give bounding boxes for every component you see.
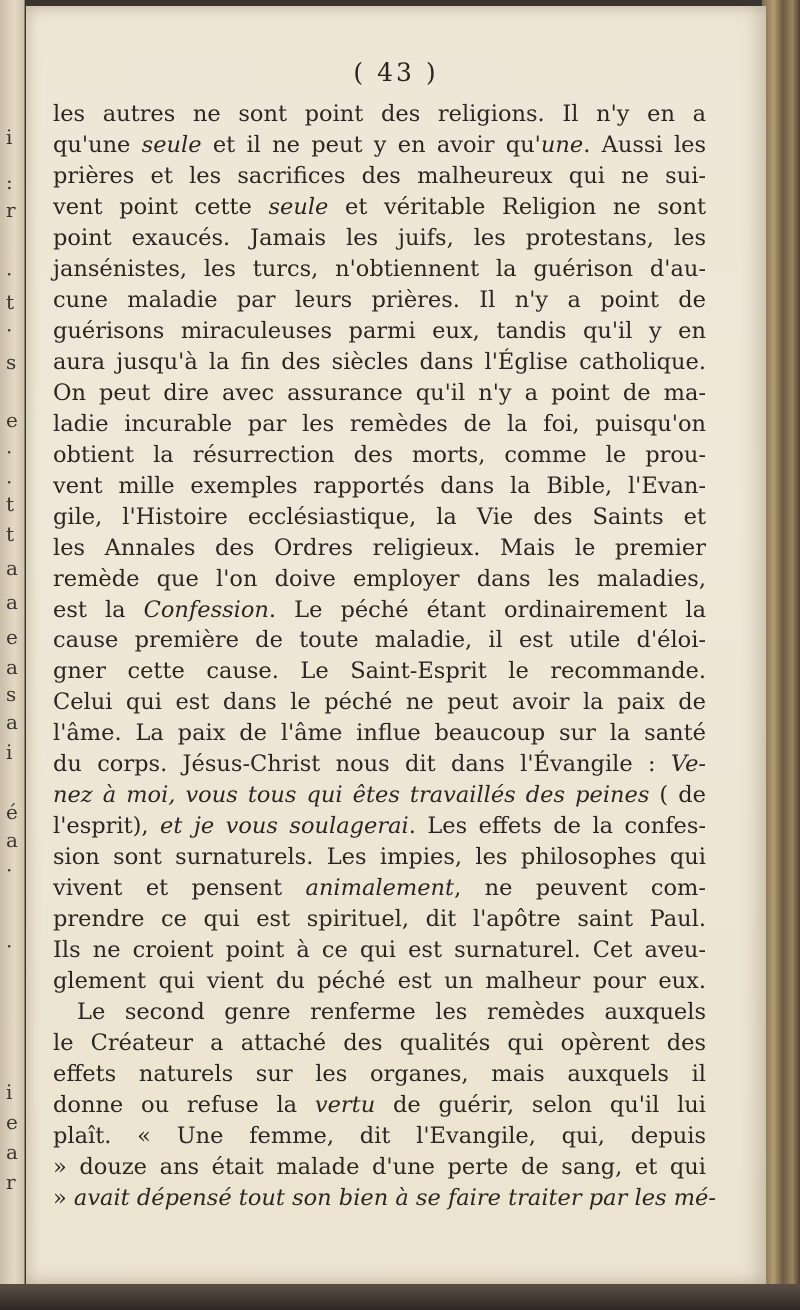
text-line bbox=[53, 625, 706, 656]
text-line bbox=[53, 1028, 706, 1059]
text-line bbox=[53, 1183, 716, 1214]
text-segment: de guérir, selon qu'il lui bbox=[375, 1092, 706, 1118]
scan-bottom-edge bbox=[0, 1284, 800, 1310]
text-segment: » bbox=[53, 1184, 74, 1211]
text-line bbox=[53, 254, 706, 285]
text-segment: du corps. Jésus-Christ nous dit dans l'Évangile : bbox=[53, 751, 671, 778]
text-line bbox=[53, 130, 706, 161]
text-line bbox=[53, 1090, 706, 1121]
text-line bbox=[53, 471, 706, 502]
margin-fragment: · bbox=[6, 934, 13, 958]
margin-fragment: · bbox=[6, 318, 13, 342]
text-segment: les autres ne sont point des religions. Il n'y en a bbox=[53, 101, 706, 127]
text-line bbox=[53, 656, 706, 687]
text-segment: aura jusqu'à la fin des siècles dans l'Église catholique. bbox=[53, 348, 706, 375]
text-segment: le Créateur a attaché des qualités qui opèrent des bbox=[53, 1030, 706, 1057]
text-line bbox=[53, 935, 706, 966]
text-line bbox=[53, 564, 706, 595]
text-segment: Le second genre renferme les remèdes auxquels bbox=[77, 999, 706, 1026]
text-segment: qu'une bbox=[53, 131, 142, 158]
italic-text: Confession bbox=[143, 596, 269, 623]
italic-text: seule bbox=[268, 193, 329, 220]
margin-fragment: a bbox=[6, 710, 18, 734]
text-segment: Celui qui est dans le péché ne peut avoir la paix de bbox=[53, 689, 706, 716]
text-line bbox=[53, 811, 706, 842]
text-line bbox=[53, 99, 706, 130]
text-line bbox=[53, 997, 706, 1028]
page-number: ( 43 ) bbox=[353, 58, 439, 87]
text-line bbox=[53, 285, 706, 316]
text-segment: prières et les sacrifices des malheureux qui ne sui- bbox=[53, 162, 706, 189]
margin-fragment: r bbox=[6, 198, 16, 222]
italic-text: nez à moi, vous tous qui êtes travaillés des peines bbox=[53, 782, 650, 809]
text-line bbox=[53, 378, 706, 409]
margin-fragment: · bbox=[6, 262, 13, 286]
right-page-edge bbox=[762, 0, 800, 1310]
text-segment: On peut dire avec assurance qu'il n'y a point de ma- bbox=[53, 379, 706, 406]
text-segment: gner cette cause. Le Saint-Esprit le recommande. bbox=[53, 658, 706, 685]
margin-fragment: · bbox=[6, 440, 13, 464]
text-segment: . Aussi les bbox=[583, 131, 707, 158]
margin-fragment: i bbox=[6, 1080, 13, 1104]
text-segment: l'âme. La paix de l'âme influe beaucoup sur la santé bbox=[53, 720, 706, 747]
text-line bbox=[53, 347, 706, 378]
text-segment: vent point cette bbox=[53, 193, 269, 220]
text-segment: vent mille exemples rapportés dans la Bible, l'Evan- bbox=[53, 472, 706, 499]
text-segment: donne ou refuse la bbox=[53, 1092, 315, 1118]
italic-text: seule bbox=[141, 131, 202, 158]
margin-fragment: · bbox=[6, 470, 13, 494]
text-line bbox=[53, 966, 706, 997]
text-line bbox=[53, 904, 706, 935]
margin-fragment: t bbox=[6, 290, 15, 314]
text-segment: obtient la résurrection des morts, comme le prou- bbox=[53, 441, 706, 468]
text-segment: plaît. « Une femme, dit l'Evangile, qui, depuis bbox=[53, 1122, 706, 1149]
text-line bbox=[53, 223, 706, 254]
margin-fragment: : bbox=[6, 170, 13, 194]
text-line bbox=[53, 440, 706, 471]
margin-fragment: a bbox=[6, 556, 18, 580]
italic-text: et je vous soulagerai bbox=[160, 813, 409, 840]
margin-fragment: e bbox=[6, 1110, 18, 1134]
text-line bbox=[53, 533, 706, 564]
text-segment: ladie incurable par les remèdes de la foi, puisqu'on bbox=[53, 410, 706, 437]
text-segment: vivent et pensent bbox=[53, 875, 306, 902]
text-segment: » douze ans était malade d'une perte de sang, et qui bbox=[53, 1153, 706, 1180]
margin-fragment: r bbox=[6, 1170, 16, 1194]
text-line bbox=[53, 409, 706, 440]
text-line bbox=[53, 192, 706, 223]
text-segment: cause première de toute maladie, il est utile d'éloi- bbox=[53, 627, 706, 654]
margin-fragment: a bbox=[6, 828, 18, 852]
text-segment: Ils ne croient point à ce qui est surnaturel. Cet aveu- bbox=[53, 937, 706, 964]
text-line bbox=[53, 1152, 706, 1183]
text-segment: guérisons miraculeuses parmi eux, tandis qu'il y en bbox=[53, 317, 706, 344]
text-segment: est la bbox=[53, 596, 144, 623]
page-body-text bbox=[53, 99, 716, 1214]
text-segment: cune maladie par leurs prières. Il n'y a point de bbox=[53, 286, 706, 313]
text-segment: glement qui vient du péché est un malheur pour eux. bbox=[53, 968, 706, 995]
text-segment: et il ne peut y en avoir qu' bbox=[201, 131, 541, 158]
text-segment: ( de bbox=[649, 782, 706, 809]
margin-fragment: · bbox=[6, 858, 13, 882]
text-segment: . Le péché étant ordinairement la bbox=[268, 596, 706, 623]
text-line bbox=[53, 687, 706, 718]
text-line bbox=[53, 842, 706, 873]
margin-fragment: e bbox=[6, 408, 18, 432]
text-segment: remède que l'on doive employer dans les maladies, bbox=[53, 565, 706, 592]
margin-fragment: e bbox=[6, 625, 18, 649]
text-line bbox=[53, 1121, 706, 1152]
text-line bbox=[53, 161, 706, 192]
text-segment: sion sont surnaturels. Les impies, les philosophes qui bbox=[53, 844, 706, 871]
text-line bbox=[53, 780, 706, 811]
text-segment: et véritable Religion ne sont bbox=[328, 193, 706, 220]
margin-fragment: é bbox=[6, 800, 18, 824]
italic-text: une bbox=[540, 131, 584, 158]
text-segment: point exaucés. Jamais les juifs, les protestans, les bbox=[53, 224, 706, 251]
margin-fragment: a bbox=[6, 1140, 18, 1164]
left-page-edge bbox=[0, 0, 25, 1310]
margin-fragment: s bbox=[6, 682, 17, 706]
text-segment: prendre ce qui est spirituel, dit l'apôtre saint Paul. bbox=[53, 906, 706, 933]
text-line bbox=[53, 749, 706, 780]
italic-text: vertu bbox=[314, 1092, 376, 1118]
text-segment: . Les effets de la confes- bbox=[408, 813, 706, 840]
margin-fragment: t bbox=[6, 522, 15, 546]
text-line bbox=[53, 873, 706, 904]
italic-text: Ve- bbox=[670, 751, 706, 778]
text-segment: les Annales des Ordres religieux. Mais le premier bbox=[53, 534, 706, 561]
margin-fragment: a bbox=[6, 655, 18, 679]
text-segment: l'esprit), bbox=[53, 813, 161, 840]
margin-fragment: i bbox=[6, 740, 13, 764]
text-segment: , ne peuvent com- bbox=[454, 875, 706, 902]
margin-fragment: t bbox=[6, 492, 15, 516]
text-line bbox=[53, 595, 706, 626]
text-line bbox=[53, 502, 706, 533]
text-segment: jansénistes, les turcs, n'obtiennent la guérison d'au- bbox=[53, 255, 706, 282]
margin-fragment: i bbox=[6, 125, 13, 149]
italic-text: avait dépensé tout son bien à se faire traiter par les mé- bbox=[73, 1184, 716, 1211]
margin-fragment: a bbox=[6, 590, 18, 614]
margin-fragment: s bbox=[6, 350, 17, 374]
text-segment: effets naturels sur les organes, mais auxquels il bbox=[53, 1061, 706, 1088]
book-page bbox=[26, 6, 766, 1284]
italic-text: animalement bbox=[305, 875, 455, 902]
text-line bbox=[53, 1059, 706, 1090]
text-line bbox=[53, 316, 706, 347]
text-segment: gile, l'Histoire ecclésiastique, la Vie des Saints et bbox=[53, 503, 706, 530]
text-line bbox=[53, 718, 706, 749]
